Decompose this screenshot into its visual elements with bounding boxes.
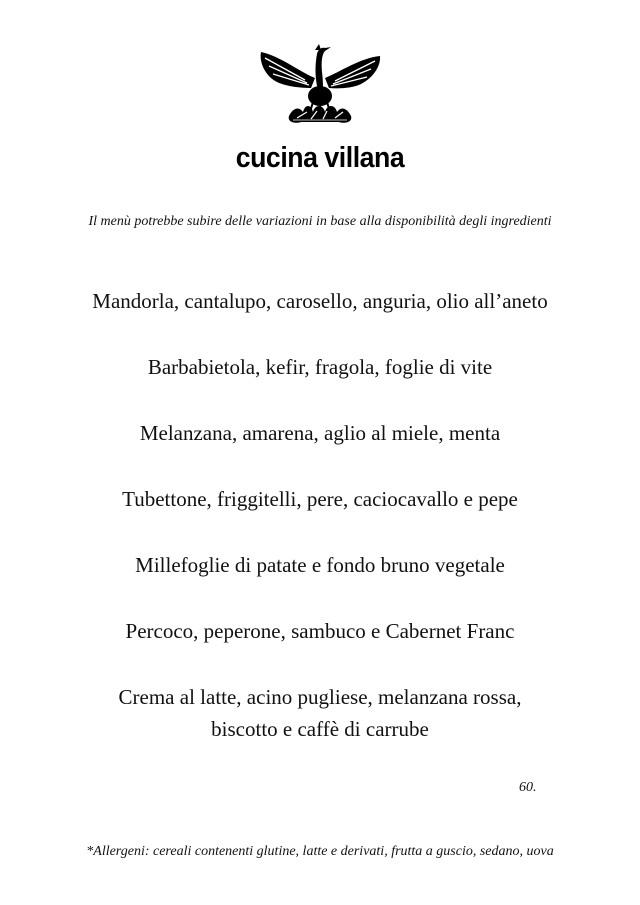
dish-item: Millefoglie di patate e fondo bruno vegetale (135, 553, 505, 577)
restaurant-title: cucina villana (235, 142, 405, 174)
dish-item-dessert (0, 681, 640, 745)
dish-item: Percoco, peperone, sambuco e Cabernet Franc (125, 619, 515, 643)
dish-item: Melanzana, amarena, aglio al miele, menta (139, 421, 501, 445)
dish-line: Crema al latte, acino pugliese, melanzana rossa, (118, 685, 522, 709)
phoenix-icon (255, 42, 385, 126)
dish-item: Mandorla, cantalupo, carosello, anguria, olio all’aneto (92, 289, 548, 313)
dish-item: Tubettone, friggitelli, pere, caciocavallo e pepe (122, 487, 518, 511)
phoenix-logo (255, 42, 385, 126)
menu-price: 60. (519, 780, 537, 795)
dish-item: Barbabietola, kefir, fragola, foglie di vite (147, 355, 493, 379)
dish-list (0, 285, 640, 779)
menu-notice: Il menù potrebbe subire delle variazioni in base alla disponibilità degli ingredienti (88, 214, 552, 229)
allergen-note: *Allergeni: cereali contenenti glutine, latte e derivati, frutta a guscio, sedano, uova (86, 844, 554, 859)
dish-line: biscotto e caffè di carrube (211, 717, 429, 741)
